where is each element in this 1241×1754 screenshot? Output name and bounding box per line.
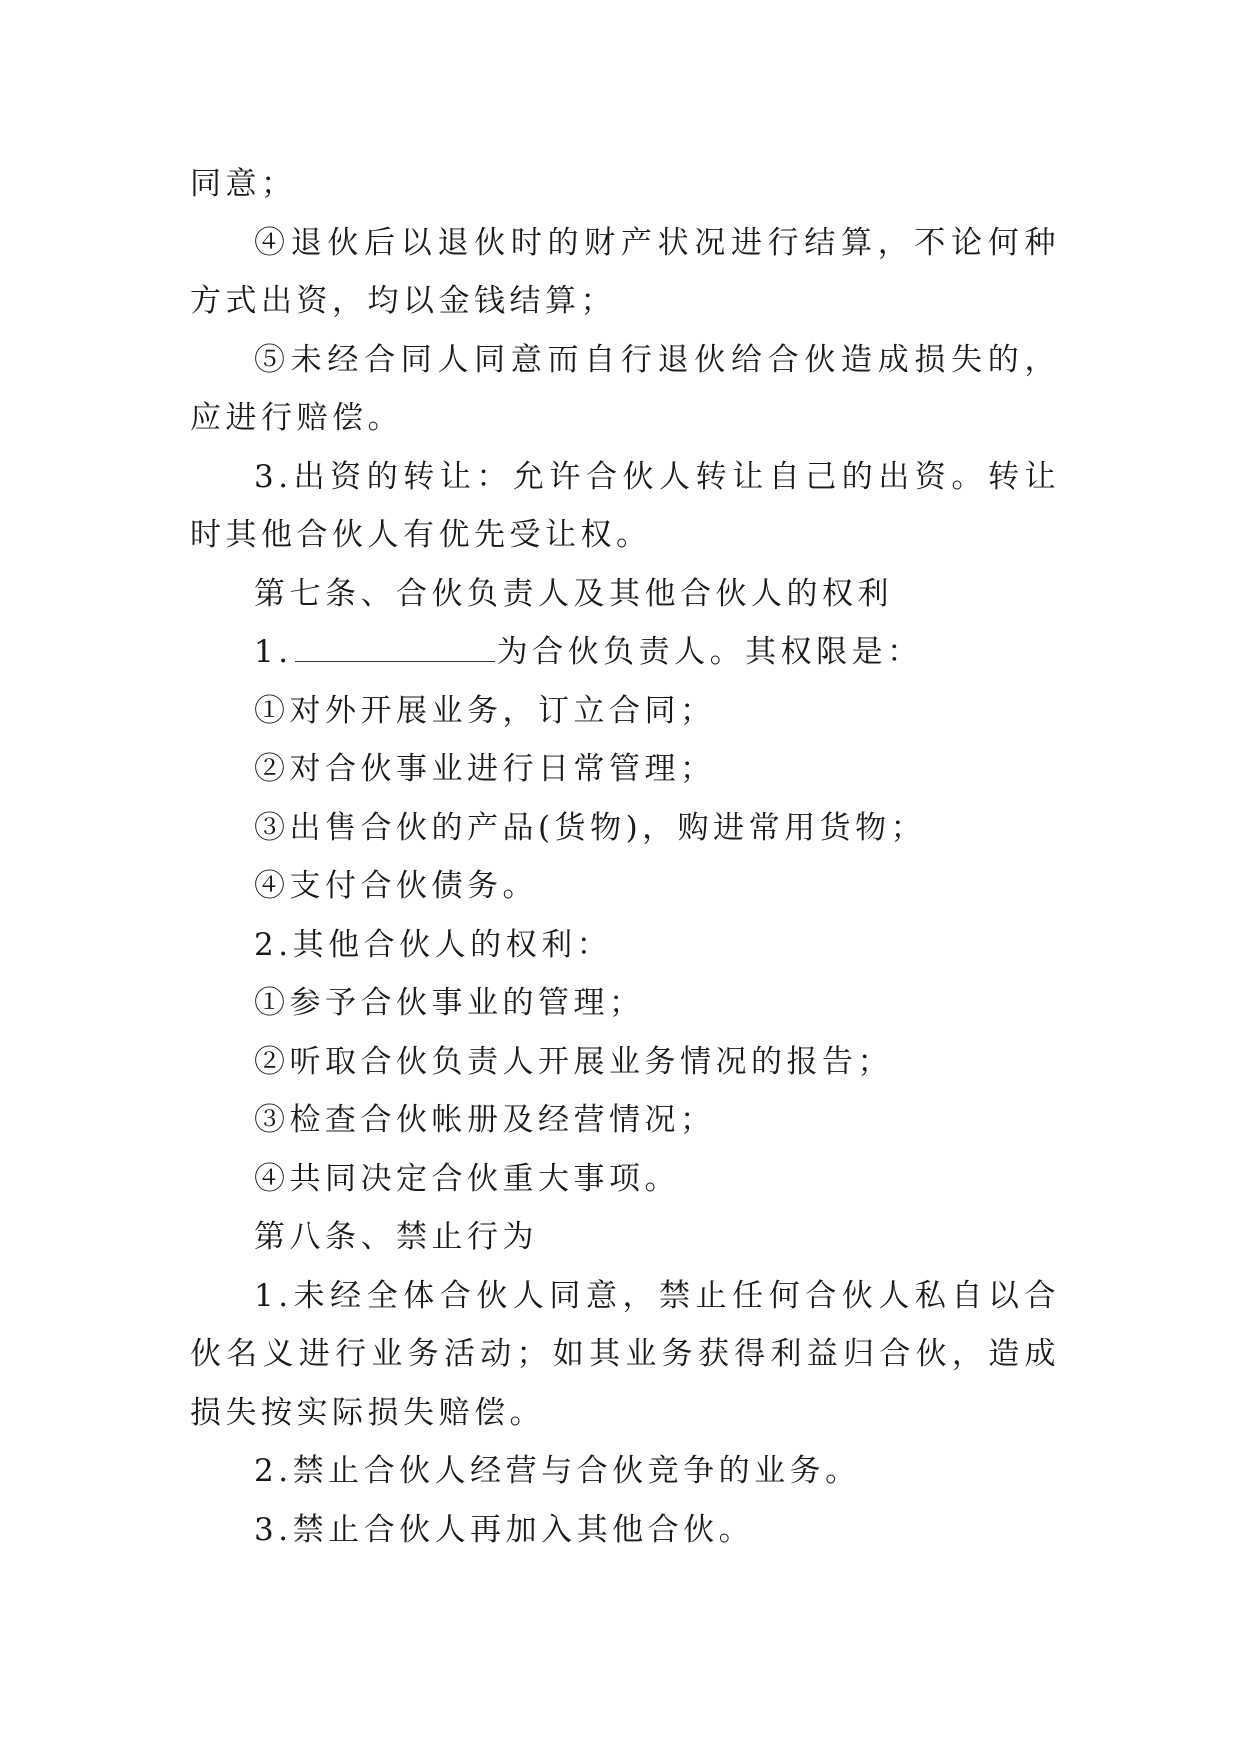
list-item: ④支付合伙债务。 xyxy=(254,868,538,904)
paragraph-other-partners-rights: 2.其他合伙人的权利： xyxy=(254,926,613,963)
document-page xyxy=(190,155,1060,1559)
section-heading-article-8: 第八条、禁止行为 xyxy=(254,1219,538,1255)
clause-number: 1. xyxy=(254,634,293,670)
paragraph-continuation: 同意； xyxy=(190,166,297,202)
list-item: ①参予合伙事业的管理； xyxy=(254,985,645,1021)
paragraph-prohibition-3: 3.禁止合伙人再加入其他合伙。 xyxy=(254,1511,755,1548)
list-item: ③出售合伙的产品(货物)，购进常用货物； xyxy=(254,809,927,846)
section-heading-article-7: 第七条、合伙负责人及其他合伙人的权利 xyxy=(254,575,893,612)
fill-in-blank xyxy=(295,637,495,662)
list-item: ④共同决定合伙重大事项。 xyxy=(254,1160,680,1197)
clause-text: 为合伙负责人。其权限是： xyxy=(496,634,923,670)
paragraph-transfer-of-contribution: 3.出资的转让：允许合伙人转让自己的出资。转让时其他合伙人有优先受让权。 xyxy=(190,458,1060,553)
list-item: ②对合伙事业进行日常管理； xyxy=(254,751,716,787)
paragraph-item-5-compensation: ⑤未经合同人同意而自行退伙给合伙造成损失的，应进行赔偿。 xyxy=(190,341,1060,436)
paragraph-prohibition-1: 1.未经全体合伙人同意，禁止任何合伙人私自以合伙名义进行业务活动；如其业务获得利益归合伙，造成损失按实际损失赔偿。 xyxy=(190,1277,1060,1431)
list-item: ②听取合伙负责人开展业务情况的报告； xyxy=(254,1043,893,1080)
paragraph-prohibition-2: 2.禁止合伙人经营与合伙竞争的业务。 xyxy=(254,1453,861,1489)
list-item: ③检查合伙帐册及经营情况； xyxy=(254,1102,716,1138)
paragraph-responsible-partner xyxy=(190,623,1060,682)
list-item: ①对外开展业务，订立合同； xyxy=(254,692,716,729)
paragraph-item-4-settlement: ④退伙后以退伙时的财产状况进行结算，不论何种方式出资，均以金钱结算； xyxy=(190,224,1060,319)
